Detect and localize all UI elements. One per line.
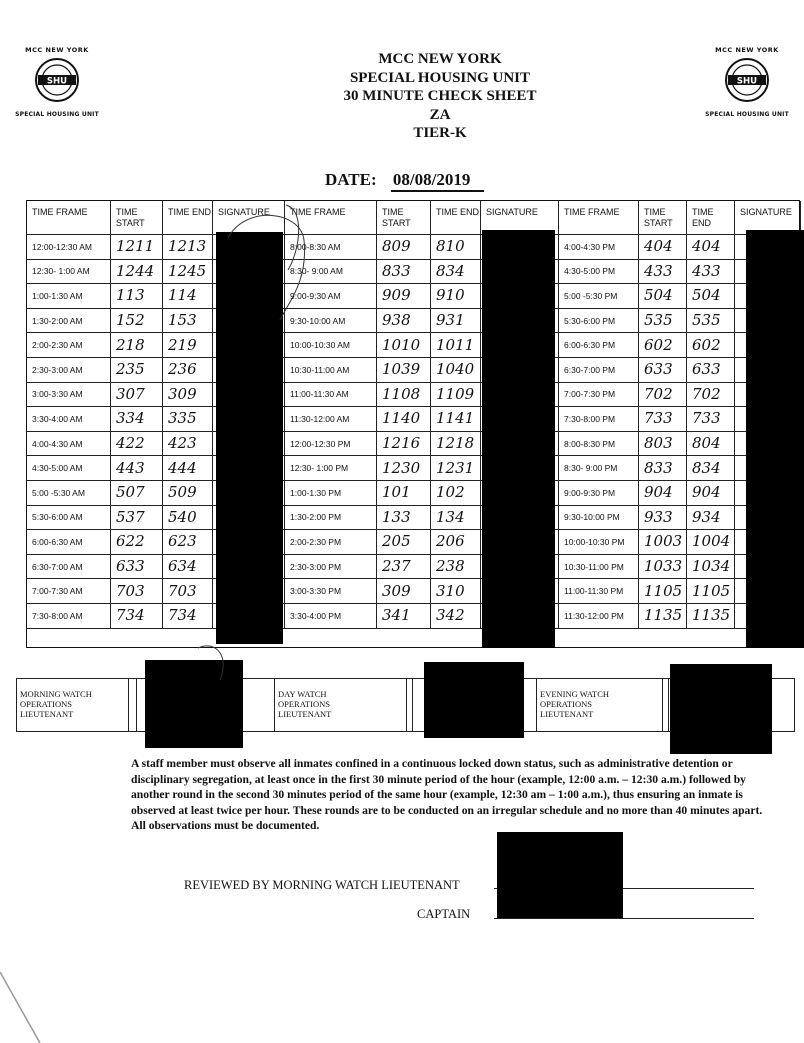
- time-frame-cell: 6:00-6:30 AM: [27, 530, 111, 555]
- time-end-cell: [431, 555, 481, 580]
- handwritten-start-time: 633: [116, 557, 145, 576]
- handwritten-end-time: 236: [168, 360, 197, 379]
- handwritten-end-time: 834: [436, 261, 465, 280]
- time-start-cell: [377, 432, 431, 457]
- handwritten-start-time: 309: [382, 581, 411, 600]
- handwritten-start-time: 622: [116, 532, 145, 551]
- handwritten-end-time: 623: [168, 532, 197, 551]
- time-start-cell: [377, 604, 431, 629]
- header-line-1: MCC NEW YORK: [378, 51, 502, 67]
- time-start-cell: [111, 407, 163, 432]
- time-start-cell: [377, 260, 431, 285]
- handwritten-start-time: 602: [644, 335, 673, 354]
- handwritten-start-time: 938: [382, 311, 411, 330]
- morning-watch-box: [17, 679, 129, 731]
- redaction-block: [497, 832, 623, 918]
- time-frame-cell: 5:30-6:00 PM: [559, 309, 639, 334]
- time-frame-cell: 11:00-11:30 AM: [285, 383, 377, 408]
- watch-label: LIEUTENANT: [540, 709, 594, 719]
- divider: [663, 679, 669, 731]
- time-end-cell: [163, 260, 213, 285]
- time-end-cell: [431, 481, 481, 506]
- time-frame-cell: 4:00-4:30 PM: [559, 235, 639, 260]
- time-end-cell: [431, 432, 481, 457]
- handwritten-start-time: 1108: [382, 384, 421, 403]
- time-frame-cell: 9:00-9:30 AM: [285, 284, 377, 309]
- handwritten-end-time: 602: [692, 335, 721, 354]
- time-end-cell: [687, 383, 735, 408]
- watch-label: OPERATIONS: [20, 699, 72, 709]
- handwritten-end-time: 309: [168, 384, 197, 403]
- handwritten-start-time: 833: [644, 458, 673, 477]
- time-end-cell: [163, 506, 213, 531]
- handwritten-end-time: 734: [168, 606, 197, 625]
- time-start-cell: [111, 579, 163, 604]
- time-start-cell: [111, 481, 163, 506]
- column-header: SIGNATURE: [213, 201, 285, 235]
- time-end-cell: [163, 432, 213, 457]
- time-end-cell: [163, 407, 213, 432]
- sheet-header: [240, 50, 640, 143]
- time-end-cell: [687, 407, 735, 432]
- time-frame-cell: 9:30-10:00 PM: [559, 506, 639, 531]
- handwritten-end-time: 702: [692, 384, 721, 403]
- time-end-cell: [163, 358, 213, 383]
- handwritten-start-time: 703: [116, 581, 145, 600]
- handwritten-start-time: 1140: [382, 409, 421, 428]
- handwritten-end-time: 238: [436, 557, 465, 576]
- handwritten-end-time: 1218: [436, 434, 475, 453]
- time-end-cell: [687, 530, 735, 555]
- handwritten-start-time: 904: [644, 483, 673, 502]
- handwritten-end-time: 1034: [692, 557, 731, 576]
- time-frame-cell: 7:00-7:30 PM: [559, 383, 639, 408]
- time-end-cell: [687, 333, 735, 358]
- time-end-cell: [687, 555, 735, 580]
- time-end-cell: [687, 309, 735, 334]
- handwritten-start-time: 1010: [382, 335, 421, 354]
- lieutenant-review-label: REVIEWED BY MORNING WATCH LIEUTENANT: [184, 878, 460, 892]
- handwritten-start-time: 537: [116, 507, 145, 526]
- handwritten-start-time: 334: [116, 409, 145, 428]
- time-end-cell: [687, 604, 735, 629]
- time-frame-cell: 5:30-6:00 AM: [27, 506, 111, 531]
- time-end-cell: [431, 506, 481, 531]
- logo-right: [702, 46, 792, 118]
- handwritten-end-time: 1245: [168, 261, 207, 280]
- time-start-cell: [377, 358, 431, 383]
- date-value: 08/08/2019: [391, 170, 484, 192]
- handwritten-end-time: 910: [436, 286, 465, 305]
- time-start-cell: [639, 432, 687, 457]
- handwritten-end-time: 404: [692, 237, 721, 256]
- time-start-cell: [639, 260, 687, 285]
- handwritten-start-time: 734: [116, 606, 145, 625]
- time-start-cell: [111, 530, 163, 555]
- seal-text: SHU: [46, 76, 68, 87]
- handwritten-end-time: 1105: [692, 581, 731, 600]
- time-start-cell: [111, 456, 163, 481]
- time-start-cell: [377, 309, 431, 334]
- time-end-cell: [163, 555, 213, 580]
- time-start-cell: [377, 333, 431, 358]
- handwritten-start-time: 833: [382, 261, 411, 280]
- date-label: DATE:: [325, 170, 377, 189]
- time-start-cell: [111, 235, 163, 260]
- time-frame-cell: 3:00-3:30 PM: [285, 579, 377, 604]
- column-header: TIME END: [163, 201, 213, 235]
- time-frame-cell: 2:30-3:00 AM: [27, 358, 111, 383]
- column-header: TIME END: [687, 201, 735, 235]
- time-end-cell: [163, 456, 213, 481]
- time-frame-cell: 8:30- 9:00 AM: [285, 260, 377, 285]
- watch-label: OPERATIONS: [540, 699, 592, 709]
- handwritten-start-time: 237: [382, 557, 411, 576]
- handwritten-end-time: 444: [168, 458, 197, 477]
- watch-label: MORNING WATCH: [20, 689, 92, 699]
- time-end-cell: [431, 260, 481, 285]
- time-start-cell: [639, 358, 687, 383]
- watch-label: OPERATIONS: [278, 699, 330, 709]
- time-end-cell: [687, 456, 735, 481]
- handwritten-start-time: 1211: [116, 237, 155, 256]
- time-frame-cell: 12:30- 1:00 PM: [285, 456, 377, 481]
- handwritten-end-time: 1213: [168, 237, 207, 256]
- time-frame-cell: 1:00-1:30 AM: [27, 284, 111, 309]
- handwritten-end-time: 342: [436, 606, 465, 625]
- time-start-cell: [377, 530, 431, 555]
- time-frame-cell: 7:30-8:00 PM: [559, 407, 639, 432]
- handwritten-start-time: 101: [382, 483, 411, 502]
- time-start-cell: [111, 604, 163, 629]
- handwritten-end-time: 1231: [436, 458, 475, 477]
- time-end-cell: [163, 309, 213, 334]
- time-frame-cell: 5:00 -5:30 PM: [559, 284, 639, 309]
- column-header: TIME FRAME: [285, 201, 377, 235]
- handwritten-end-time: 633: [692, 360, 721, 379]
- time-start-cell: [377, 235, 431, 260]
- time-start-cell: [639, 555, 687, 580]
- time-start-cell: [377, 284, 431, 309]
- column-header: TIME START: [111, 201, 163, 235]
- logo-top-text: MCC NEW YORK: [715, 46, 779, 54]
- handwritten-start-time: 133: [382, 507, 411, 526]
- logo-bottom-text: SPECIAL HOUSING UNIT: [705, 111, 789, 118]
- redaction-block: [482, 230, 555, 648]
- handwritten-end-time: 134: [436, 507, 465, 526]
- policy-text: A staff member must observe all inmates confined in a continuous locked down status, such as administrative detention or disciplinary segregation, at least once in the first 30 minute period of the hour (example, 12:00 a.m. – 12:30 a.m.) followed by another round in the second 30 minutes period of the same hour (example, 12:30 am – 1:00 a.m.), thus ensuring an inmate is observed at least twice per hour. These rounds are to be conducted on an irregular schedule and no more than 40 minutes apart. All observations must be documented.: [131, 757, 763, 833]
- handwritten-start-time: 1039: [382, 360, 421, 379]
- time-start-cell: [377, 579, 431, 604]
- time-start-cell: [639, 506, 687, 531]
- handwritten-start-time: 909: [382, 286, 411, 305]
- handwritten-end-time: 1109: [436, 384, 475, 403]
- handwritten-end-time: 504: [692, 286, 721, 305]
- time-end-cell: [431, 530, 481, 555]
- time-start-cell: [639, 481, 687, 506]
- handwritten-end-time: 423: [168, 434, 197, 453]
- handwritten-start-time: 152: [116, 311, 145, 330]
- evening-watch-box: [537, 679, 663, 731]
- column-header: SIGNATURE: [735, 201, 801, 235]
- redaction-block: [145, 660, 243, 748]
- handwritten-start-time: 1244: [116, 261, 155, 280]
- shu-seal-icon: [34, 57, 80, 103]
- handwritten-start-time: 933: [644, 507, 673, 526]
- time-frame-cell: 12:30- 1:00 AM: [27, 260, 111, 285]
- time-start-cell: [639, 604, 687, 629]
- handwritten-end-time: 1135: [692, 606, 731, 625]
- handwritten-end-time: 703: [168, 581, 197, 600]
- time-start-cell: [111, 358, 163, 383]
- handwritten-end-time: 1004: [692, 532, 731, 551]
- time-start-cell: [377, 456, 431, 481]
- time-start-cell: [377, 555, 431, 580]
- time-frame-cell: 9:00-9:30 PM: [559, 481, 639, 506]
- time-end-cell: [431, 579, 481, 604]
- watch-label: EVENING WATCH: [540, 689, 610, 699]
- time-start-cell: [377, 506, 431, 531]
- time-end-cell: [163, 235, 213, 260]
- time-frame-cell: 10:00-10:30 AM: [285, 333, 377, 358]
- time-end-cell: [431, 604, 481, 629]
- handwritten-end-time: 1141: [436, 409, 475, 428]
- time-start-cell: [639, 579, 687, 604]
- handwritten-start-time: 422: [116, 434, 145, 453]
- time-start-cell: [111, 383, 163, 408]
- time-frame-cell: 2:00-2:30 PM: [285, 530, 377, 555]
- time-start-cell: [377, 481, 431, 506]
- time-start-cell: [111, 260, 163, 285]
- divider: [129, 679, 137, 731]
- logo-bottom-text: SPECIAL HOUSING UNIT: [15, 111, 99, 118]
- header-line-5: TIER-K: [413, 125, 467, 141]
- time-end-cell: [431, 358, 481, 383]
- handwritten-end-time: 934: [692, 507, 721, 526]
- time-end-cell: [431, 333, 481, 358]
- time-end-cell: [687, 358, 735, 383]
- handwritten-end-time: 634: [168, 557, 197, 576]
- time-start-cell: [377, 407, 431, 432]
- handwritten-end-time: 540: [168, 507, 197, 526]
- time-frame-cell: 12:00-12:30 PM: [285, 432, 377, 457]
- header-line-4: ZA: [429, 106, 451, 123]
- time-frame-cell: 10:00-10:30 PM: [559, 530, 639, 555]
- handwritten-end-time: 904: [692, 483, 721, 502]
- check-table: [26, 200, 800, 648]
- time-frame-cell: 2:00-2:30 AM: [27, 333, 111, 358]
- time-frame-cell: 8:00-8:30 AM: [285, 235, 377, 260]
- handwritten-end-time: 804: [692, 434, 721, 453]
- time-frame-cell: 11:30-12:00 PM: [559, 604, 639, 629]
- time-frame-cell: 6:30-7:00 AM: [27, 555, 111, 580]
- header-line-2: SPECIAL HOUSING UNIT: [349, 69, 531, 86]
- time-start-cell: [377, 383, 431, 408]
- time-frame-cell: 4:30-5:00 PM: [559, 260, 639, 285]
- column-header: SIGNATURE: [481, 201, 559, 235]
- watch-label: LIEUTENANT: [20, 709, 74, 719]
- handwritten-start-time: 809: [382, 237, 411, 256]
- handwritten-end-time: 733: [692, 409, 721, 428]
- handwritten-end-time: 535: [692, 311, 721, 330]
- handwritten-start-time: 235: [116, 360, 145, 379]
- time-frame-cell: 2:30-3:00 PM: [285, 555, 377, 580]
- time-end-cell: [687, 481, 735, 506]
- time-frame-cell: 9:30-10:00 AM: [285, 309, 377, 334]
- logo-left: [12, 46, 102, 118]
- time-start-cell: [639, 530, 687, 555]
- handwritten-start-time: 433: [644, 261, 673, 280]
- handwritten-end-time: 810: [436, 237, 465, 256]
- handwritten-start-time: 504: [644, 286, 673, 305]
- time-start-cell: [639, 309, 687, 334]
- handwritten-start-time: 507: [116, 483, 145, 502]
- handwritten-end-time: 1040: [436, 360, 475, 379]
- column-header: TIME START: [639, 201, 687, 235]
- time-end-cell: [431, 456, 481, 481]
- handwritten-start-time: 341: [382, 606, 411, 625]
- handwritten-end-time: 1011: [436, 335, 475, 354]
- handwritten-start-time: 1135: [644, 606, 683, 625]
- time-start-cell: [111, 506, 163, 531]
- time-start-cell: [639, 333, 687, 358]
- handwritten-end-time: 931: [436, 311, 465, 330]
- redaction-block: [746, 230, 804, 648]
- watch-label: DAY WATCH: [278, 689, 327, 699]
- time-end-cell: [431, 383, 481, 408]
- time-frame-cell: 7:00-7:30 AM: [27, 579, 111, 604]
- time-frame-cell: 8:00-8:30 PM: [559, 432, 639, 457]
- seal-text: SHU: [736, 76, 758, 87]
- time-start-cell: [639, 235, 687, 260]
- handwritten-start-time: 443: [116, 458, 145, 477]
- handwritten-end-time: 834: [692, 458, 721, 477]
- header-line-3: 30 MINUTE CHECK SHEET: [343, 88, 537, 104]
- time-end-cell: [163, 604, 213, 629]
- time-frame-cell: 1:00-1:30 PM: [285, 481, 377, 506]
- time-start-cell: [111, 333, 163, 358]
- captain-label: CAPTAIN: [417, 907, 471, 921]
- watch-label: LIEUTENANT: [278, 709, 332, 719]
- handwritten-end-time: 206: [436, 532, 465, 551]
- time-start-cell: [639, 456, 687, 481]
- handwritten-start-time: 535: [644, 311, 673, 330]
- handwritten-start-time: 1033: [644, 557, 683, 576]
- time-start-cell: [111, 432, 163, 457]
- handwritten-start-time: 1105: [644, 581, 683, 600]
- shu-seal-icon: [724, 57, 770, 103]
- column-header: TIME FRAME: [559, 201, 639, 235]
- handwritten-end-time: 509: [168, 483, 197, 502]
- time-end-cell: [431, 284, 481, 309]
- handwritten-start-time: 307: [116, 384, 145, 403]
- time-end-cell: [431, 235, 481, 260]
- handwritten-start-time: 1003: [644, 532, 683, 551]
- time-start-cell: [639, 284, 687, 309]
- handwritten-end-time: 114: [168, 286, 197, 305]
- handwritten-start-time: 733: [644, 409, 673, 428]
- time-frame-cell: 7:30-8:00 AM: [27, 604, 111, 629]
- time-end-cell: [687, 506, 735, 531]
- time-end-cell: [687, 284, 735, 309]
- time-end-cell: [163, 284, 213, 309]
- captain-signature-line[interactable]: [494, 918, 754, 919]
- time-end-cell: [687, 432, 735, 457]
- handwritten-start-time: 1216: [382, 434, 421, 453]
- day-watch-box: [275, 679, 407, 731]
- time-frame-cell: 12:00-12:30 AM: [27, 235, 111, 260]
- handwritten-end-time: 433: [692, 261, 721, 280]
- time-frame-cell: 11:00-11:30 PM: [559, 579, 639, 604]
- handwritten-end-time: 153: [168, 311, 197, 330]
- time-end-cell: [163, 481, 213, 506]
- time-frame-cell: 3:30-4:00 PM: [285, 604, 377, 629]
- time-start-cell: [111, 309, 163, 334]
- column-header: TIME FRAME: [27, 201, 111, 235]
- handwritten-start-time: 633: [644, 360, 673, 379]
- time-frame-cell: 5:00 -5:30 AM: [27, 481, 111, 506]
- handwritten-end-time: 219: [168, 335, 197, 354]
- time-start-cell: [639, 407, 687, 432]
- time-end-cell: [163, 383, 213, 408]
- time-frame-cell: 8:30- 9:00 PM: [559, 456, 639, 481]
- time-frame-cell: 1:30-2:00 PM: [285, 506, 377, 531]
- handwritten-start-time: 205: [382, 532, 411, 551]
- redaction-block: [216, 232, 283, 644]
- column-header: TIME END: [431, 201, 481, 235]
- time-end-cell: [687, 235, 735, 260]
- time-frame-cell: 11:30-12:00 AM: [285, 407, 377, 432]
- time-frame-cell: 10:30-11:00 PM: [559, 555, 639, 580]
- time-end-cell: [431, 407, 481, 432]
- handwritten-start-time: 1230: [382, 458, 421, 477]
- column-header: TIME START: [377, 201, 431, 235]
- time-frame-cell: 1:30-2:00 AM: [27, 309, 111, 334]
- time-frame-cell: 3:30-4:00 AM: [27, 407, 111, 432]
- redaction-block: [670, 664, 772, 754]
- time-frame-cell: 4:00-4:30 AM: [27, 432, 111, 457]
- time-start-cell: [111, 284, 163, 309]
- time-end-cell: [163, 579, 213, 604]
- time-frame-cell: 6:30-7:00 PM: [559, 358, 639, 383]
- time-frame-cell: 6:00-6:30 PM: [559, 333, 639, 358]
- handwritten-end-time: 310: [436, 581, 465, 600]
- time-frame-cell: 10:30-11:00 AM: [285, 358, 377, 383]
- handwritten-end-time: 102: [436, 483, 465, 502]
- time-end-cell: [163, 530, 213, 555]
- redaction-block: [424, 662, 524, 738]
- logo-top-text: MCC NEW YORK: [25, 46, 89, 54]
- time-start-cell: [639, 383, 687, 408]
- time-frame-cell: 4:30-5:00 AM: [27, 456, 111, 481]
- time-start-cell: [111, 555, 163, 580]
- handwritten-end-time: 335: [168, 409, 197, 428]
- handwritten-start-time: 702: [644, 384, 673, 403]
- time-end-cell: [687, 260, 735, 285]
- handwritten-start-time: 803: [644, 434, 673, 453]
- date-line: [325, 170, 484, 192]
- time-frame-cell: 3:00-3:30 AM: [27, 383, 111, 408]
- time-end-cell: [163, 333, 213, 358]
- handwritten-start-time: 113: [116, 286, 145, 305]
- handwritten-start-time: 404: [644, 237, 673, 256]
- time-end-cell: [687, 579, 735, 604]
- time-end-cell: [431, 309, 481, 334]
- handwritten-start-time: 218: [116, 335, 145, 354]
